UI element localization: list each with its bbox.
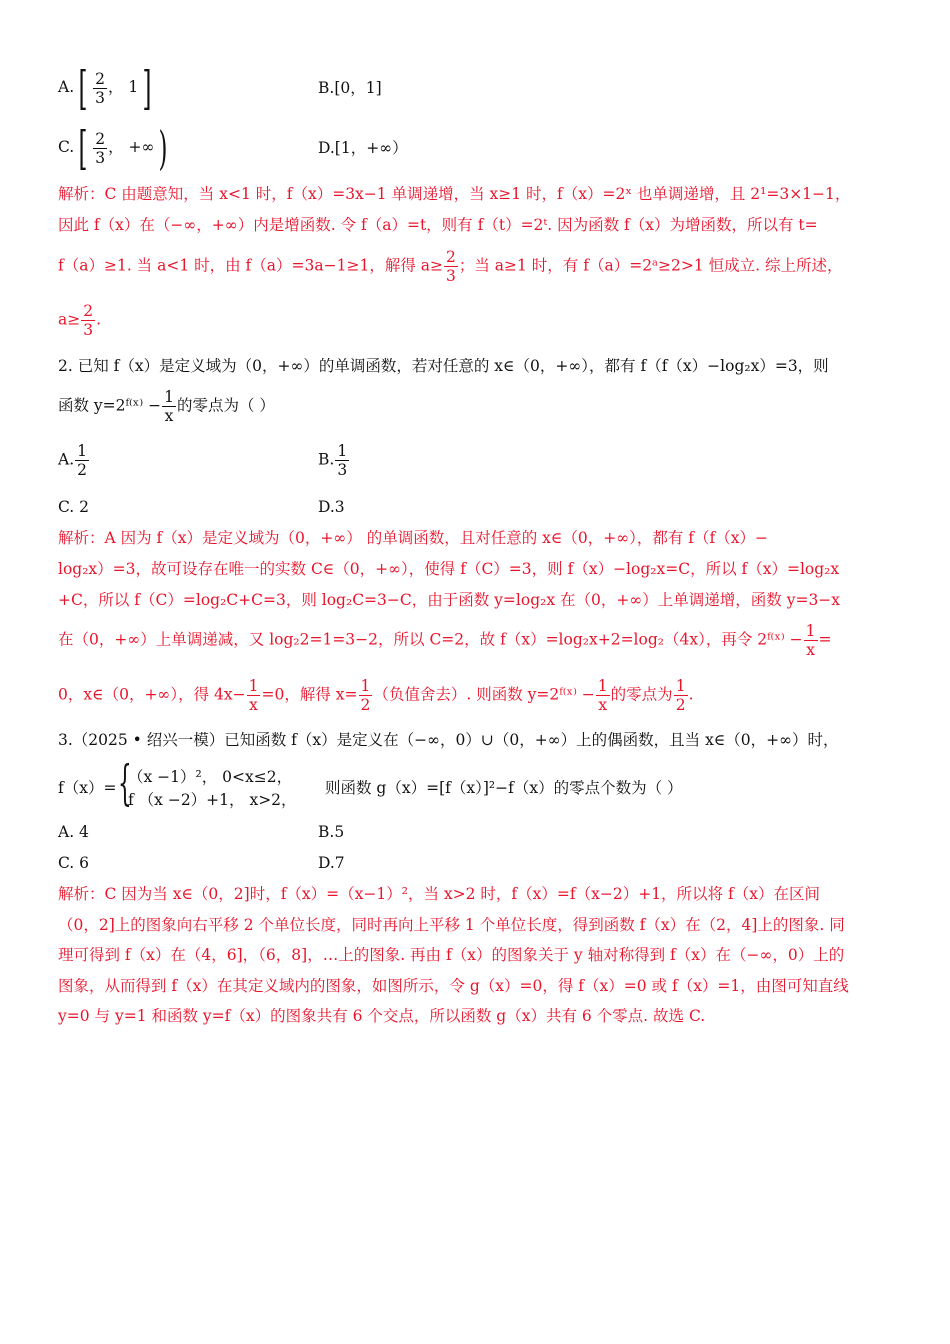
- q3-option-d: D.7: [318, 854, 345, 872]
- q3-solution-line: y=0 与 y=1 和函数 y=f（x）的图象共有 6 个交点，所以函数 g（x）共有 6 个零点. 故选 C.: [58, 1007, 706, 1025]
- q2-solution-line: 在（0，+∞）上单调递减，又 log₂2=1=3−2，所以 C=2，故 f（x）=log₂x+2=log₂（4x），再令 2ᶠ⁽ˣ⁾ − $\frac{1}{x}$ =: [58, 622, 832, 659]
- left-brace: {: [118, 755, 132, 811]
- right-bracket: ]: [142, 61, 152, 115]
- fraction: $\frac{1}{x}$: [597, 677, 608, 714]
- q1-solution-line: 因此 f（x）在（−∞，+∞）内是增函数. 令 f（a）=t，则有 f（t）=2ᵗ. 因为函数 f（x）为增函数，所以有 t=: [58, 216, 818, 234]
- fraction: $\frac{1}{3}$: [337, 442, 348, 479]
- q3-solution-line: 图象，从而得到 f（x）在其定义域内的图象，如图所示，令 g（x）=0，得 f（x）=0 或 f（x）=1，由图可知直线: [58, 977, 849, 995]
- q2-solution-line: 0，x∈（0，+∞），得 4x− $\frac{1}{x}$ =0，解得 x= $\frac{1}{2}$ （负值舍去）. 则函数 y=2ᶠ⁽ˣ⁾ − $\frac{1}{x}$ 的零点为 $\frac{1}{2}$ .: [58, 677, 694, 714]
- q2-option-a: A. $\frac{1}{2}$: [58, 442, 87, 479]
- fraction: $\frac{2}{3}$: [83, 302, 94, 339]
- q3-option-a: A. 4: [58, 823, 89, 841]
- q2-option-b: B. $\frac{1}{3}$: [318, 442, 348, 479]
- q1-option-b: B.[0，1]: [318, 79, 382, 97]
- q3-option-b: B.5: [318, 823, 345, 841]
- q2-solution-line: log₂x）=3，故可设存在唯一的实数 C∈（0，+∞），使得 f（C）=3，则 f（x）−log₂x=C，所以 f（x）=log₂x: [58, 560, 840, 578]
- q2-stem-line: 2. 已知 f（x）是定义域为（0，+∞）的单调函数，若对任意的 x∈（0，+∞），都有 f（f（x）−log₂x）=3，则: [58, 357, 829, 375]
- q3-stem-line: 3.（2025 • 绍兴一模）已知函数 f（x）是定义在（−∞，0）∪（0，+∞）上的偶函数，且当 x∈（0，+∞）时，: [58, 731, 839, 749]
- fraction: $\frac{2}{3}$: [445, 248, 456, 285]
- fraction: $\frac{1}{2}$: [675, 677, 686, 714]
- q3-stem-line: 则函数 g（x）=[f（x）]²−f（x）的零点个数为（ ）: [325, 779, 683, 797]
- piecewise-lhs: f（x）=: [58, 779, 117, 797]
- q1-option-c: C.[ $\frac{2}{3}$ ， +∞): [58, 121, 168, 175]
- left-bracket: [: [78, 121, 88, 175]
- q1-option-d: D.[1，+∞）: [318, 139, 408, 157]
- q2-solution-line: +C，所以 f（C）=log₂C+C=3，则 log₂C=3−C，由于函数 y=log₂x 在（0，+∞）上单调递增，函数 y=3−x: [58, 591, 841, 609]
- right-paren: ): [158, 121, 168, 175]
- q2-solution-line: 解析：A 因为 f（x）是定义域为（0，+∞） 的单调函数，且对任意的 x∈（0，+∞），都有 f（f（x）−: [58, 529, 768, 547]
- q3-option-c: C. 6: [58, 854, 90, 872]
- q2-stem-line: 函数 y=2ᶠ⁽ˣ⁾ − $\frac{1}{x}$ 的零点为（ ）: [58, 388, 275, 425]
- q2-option-d: D.3: [318, 498, 345, 516]
- q2-option-c: C. 2: [58, 498, 90, 516]
- fraction: $\frac{1}{2}$: [360, 677, 371, 714]
- fraction: $\frac{1}{2}$: [77, 442, 87, 479]
- q1-solution-line: 解析：C 由题意知，当 x<1 时，f（x）=3x−1 单调递增，当 x≥1 时，f（x）=2ˣ 也单调递增，且 2¹=3×1−1，: [58, 185, 851, 203]
- fraction: $\frac{1}{x}$: [805, 622, 816, 659]
- q3-solution-line: （0，2]上的图象向右平移 2 个单位长度，同时再向上平移 1 个单位长度，得到函数 f（x）在（2，4]上的图象. 同: [58, 916, 845, 934]
- q3-solution-line: 解析：C 因为当 x∈（0，2]时，f（x）=（x−1）²，当 x>2 时，f（x）=f（x−2）+1，所以将 f（x）在区间: [58, 885, 820, 903]
- fraction: $\frac{2}{3}$: [95, 129, 106, 167]
- fraction: $\frac{1}{x}$: [248, 677, 259, 714]
- piecewise-case: f （x −2）+1， x>2，: [128, 791, 297, 809]
- q3-solution-line: 理可得到 f（x）在（4，6]，（6，8]，…上的图象. 再由 f（x）的图象关于 y 轴对称得到 f（x）在（−∞，0）上的: [58, 946, 845, 964]
- q1-solution-line: f（a）≥1. 当 a<1 时，由 f（a）=3a−1≥1，解得 a≥ $\frac{2}{3}$ ；当 a≥1 时，有 f（a）=2ᵃ≥2>1 恒成立. 综上所述，: [58, 248, 843, 285]
- fraction: $\frac{2}{3}$: [95, 69, 105, 107]
- q1-option-a: A.[ $\frac{2}{3}$ ， 1]: [58, 61, 152, 115]
- fraction: $\frac{1}{x}$: [164, 388, 174, 425]
- piecewise-case: （x −1）²， 0<x≤2，: [128, 768, 293, 786]
- left-bracket: [: [78, 61, 88, 115]
- q1-solution-line: a≥ $\frac{2}{3}$ .: [58, 302, 102, 339]
